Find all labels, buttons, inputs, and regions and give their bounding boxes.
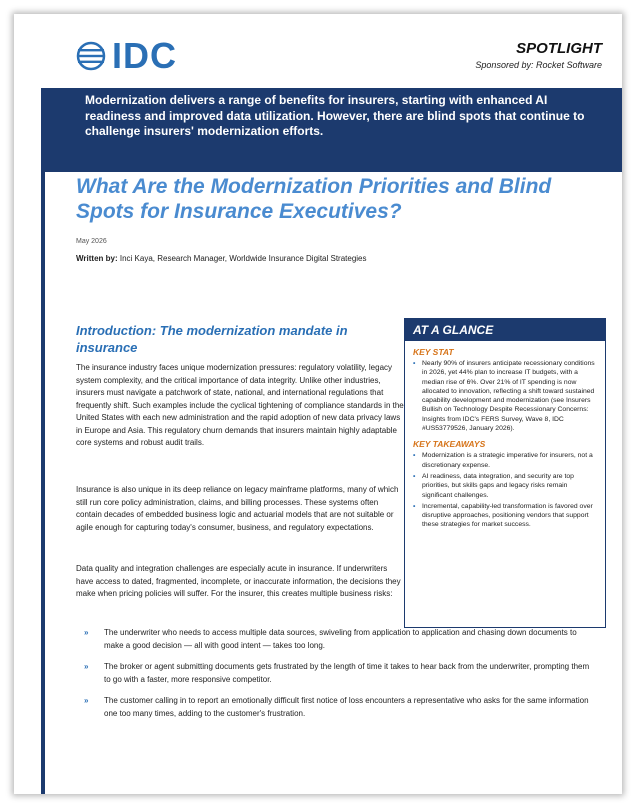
list-item — [76, 627, 596, 652]
logo-text: IDC — [112, 35, 177, 76]
list-item — [413, 359, 597, 433]
key-stat-label: KEY STAT — [413, 347, 454, 357]
document-page — [14, 14, 622, 794]
byline-author: Inci Kaya, Research Manager, Worldwide Insurance Digital Strategies — [117, 254, 367, 263]
key-stat-list — [405, 359, 605, 433]
at-a-glance-box — [404, 318, 606, 628]
bullet-icon: • — [413, 502, 416, 510]
takeaway-text: Modernization is a strategic imperative for insurers, not a discretionary expense. — [422, 452, 593, 469]
banner-text: Modernization delivers a range of benefits for insurers, starting with enhanced AI readiness and improved data utilization. However, there are blind spots that continue to challenge insurers' modernization efforts. — [85, 93, 585, 138]
document-title: What Are the Modernization Priorities and Blind Spots for Insurance Executives? — [76, 175, 552, 223]
intro-paragraph: Data quality and integration challenges are especially acute in insurance. If underwriters have access to dated, fragmented, incomplete, or inaccurate information, the decisions they make when pricing policies will suffer. For the insurer, this creates multiple business risks: — [76, 564, 401, 598]
intro-paragraph: The insurance industry faces unique modernization pressures: regulatory volatility, legacy system complexity, and the critical importance of data integrity. Unlike other industries, insurers must navigate a patchwork of state, national, and international regulations that frequently shift. Such examples include the cyclical tightening of compliance standards in the United States with each new administration and the rapid adoption of new data privacy laws in Europe and Asia. This regulatory churn demands that insurers maintain highly adaptable core systems and robust audit trails. — [76, 363, 404, 447]
sponsor-line: Sponsored by: Rocket Software — [475, 60, 602, 70]
globe-icon — [76, 41, 106, 71]
takeaways-list — [405, 451, 605, 529]
list-item — [76, 661, 596, 686]
key-stat-text: Nearly 90% of insurers anticipate recessionary conditions in 2026, yet 44% plan to increase IT budgets, with a median rise of 6%. Over 21% of IT spending is now allocated to innovation, reflecting a shift toward sustained capability development and modernization (see Insurers Bullish on Technology Despite Recessionary Concerns: Insights from IDC's FERS Survey, Wave 8, IDC #US53779526, January 2026). — [422, 360, 595, 433]
bullet-icon: • — [413, 472, 416, 480]
summary-banner — [41, 88, 622, 172]
chevron-right-icon: » — [84, 628, 89, 637]
risk-text: The underwriter who needs to access multiple data sources, swiveling from application to application and chasing down documents to make a good decision — all with good intent — takes too long. — [104, 628, 577, 650]
bullet-icon: • — [413, 452, 416, 460]
intro-heading: Introduction: The modernization mandate in insurance — [76, 323, 348, 355]
byline — [76, 254, 367, 263]
publish-date: May 2026 — [76, 238, 107, 245]
risk-text: The broker or agent submitting documents gets frustrated by the length of time it takes to hear back from the underwriter, prompting them to go with a faster, more responsive competitor. — [104, 662, 590, 684]
bullet-icon: • — [413, 360, 416, 367]
list-item — [413, 502, 597, 530]
glance-heading: AT A GLANCE — [405, 319, 605, 341]
business-risks-list — [76, 627, 596, 729]
spotlight-label: SPOTLIGHT — [516, 40, 602, 57]
takeaway-text: Incremental, capability-led transformation is favored over disruptive approaches, positioning vendors that support these strategies for market success. — [422, 502, 593, 529]
chevron-right-icon: » — [84, 662, 89, 671]
key-takeaways-label: KEY TAKEAWAYS — [413, 439, 486, 450]
risk-text: The customer calling in to report an emotionally difficult first notice of loss encounters a representative who asks for the same information one too many times, adding to the customer's frustration. — [104, 696, 589, 718]
idc-logo — [76, 35, 177, 76]
takeaway-text: AI readiness, data integration, and security are top priorities, but skills gaps and legacy risks remain significant challenges. — [422, 472, 574, 499]
byline-label: Written by: — [76, 254, 118, 263]
left-accent-bar — [41, 88, 45, 794]
chevron-right-icon: » — [84, 696, 89, 705]
list-item — [413, 472, 597, 500]
list-item — [413, 451, 597, 470]
intro-paragraph: Insurance is also unique in its deep reliance on legacy mainframe platforms, many of which still run core policy administration, claims, and billing processes. These systems often contain decades of embedded business logic and actuarial models that are not suitable or agile enough for capturing today's consumer, business, and regulatory expectations. — [76, 485, 399, 532]
list-item — [76, 695, 596, 720]
